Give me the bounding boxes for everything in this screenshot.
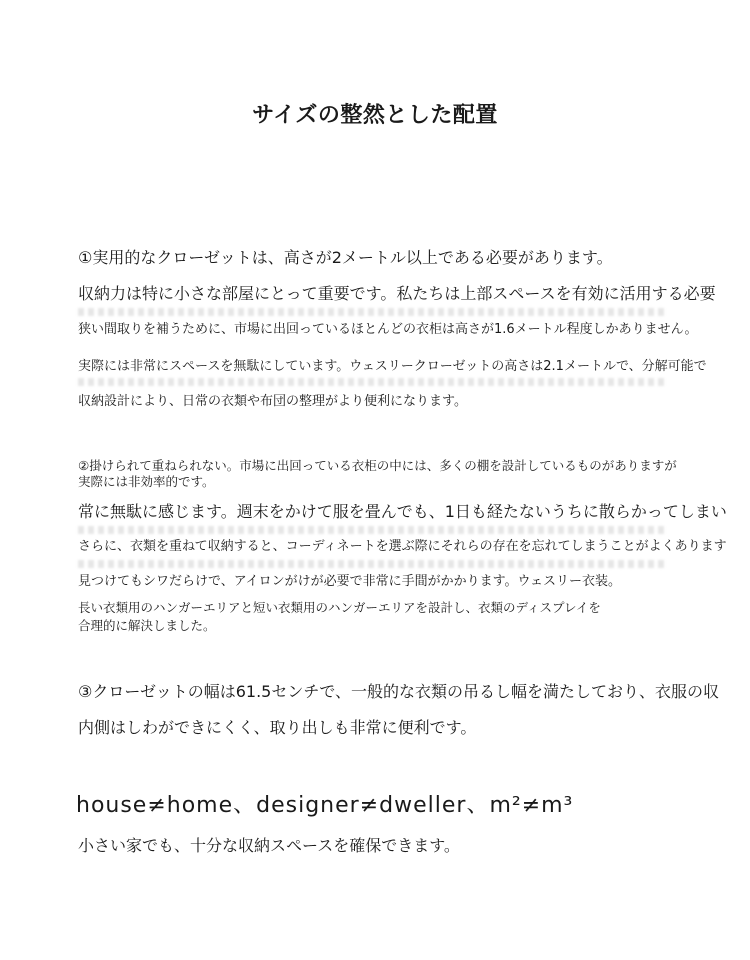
section2-line3: さらに、衣類を重ねて収納すると、コーディネートを選ぶ際にそれらの存在を忘れてしまうことがよくあります — [78, 539, 727, 554]
section2-line2: 常に無駄に感じます。週末をかけて服を畳んでも、1日も経たないうちに散らかってしまい — [78, 502, 727, 521]
section2-line4: 見つけてもシワだらけで、アイロンがけが必要で非常に手間がかかります。ウェスリー衣装。 — [78, 574, 622, 589]
section2-line5: 長い衣類用のハンガーエリアと短い衣類用のハンガーエリアを設計し、衣類のディスプレイを — [78, 600, 601, 615]
faded-text-artifact — [78, 526, 668, 534]
section1-heading: ①実用的なクローゼットは、高さが2メートル以上である必要があります。 — [78, 248, 613, 267]
page-title: サイズの整然とした配置 — [252, 103, 498, 128]
section3-line1: ③クローゼットの幅は61.5センチで、一般的な衣類の吊るし幅を満たしており、衣服の収 — [78, 682, 720, 701]
section2-line1: 実際には非効率的です。 — [78, 474, 215, 489]
faded-text-artifact — [78, 560, 668, 568]
section2-line6: 合理的に解決しました。 — [78, 618, 216, 633]
section1-line1: 収納力は特に小さな部屋にとって重要です。私たちは上部スペースを有効に活用する必要 — [78, 284, 716, 303]
faded-text-artifact — [78, 308, 668, 316]
section1-line2: 狭い間取りを補うために、市場に出回っているほとんどの衣柜は高さが1.6メートル程度しかありません。 — [78, 322, 698, 337]
motto-line: house≠home、designer≠dweller、m²≠m³ — [76, 793, 574, 818]
section1-line4: 収納設計により、日常の衣類や布団の整理がより便利になります。 — [78, 394, 467, 409]
section1-line3: 実際には非常にスペースを無駄にしています。ウェスリークローゼットの高さは2.1メートルで、分解可能で — [78, 359, 707, 374]
section2-heading: ②掛けられて重ねられない。市場に出回っている衣柜の中には、多くの棚を設計しているものがありますが — [78, 458, 677, 473]
section3-line2: 内側はしわができにくく、取り出しも非常に便利です。 — [78, 718, 477, 737]
faded-text-artifact — [78, 378, 668, 386]
closing-line: 小さい家でも、十分な収納スペースを確保できます。 — [78, 836, 460, 855]
